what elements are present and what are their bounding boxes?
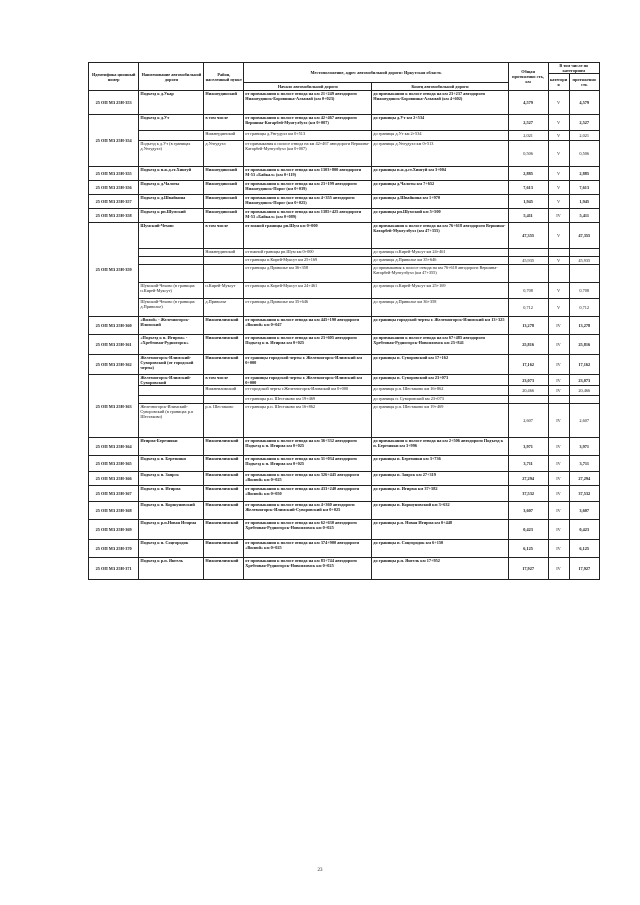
road-start: от примыкания к полосе отвода на км 23+199 автодороги Нижнеудинск-Порог (км 0+039) [244, 181, 372, 195]
road-name: Подъезд к р.п. Янгель [139, 558, 204, 580]
road-category: IV [548, 456, 569, 472]
road-end: до границы рп.Шумский км 5+500 [372, 209, 508, 223]
road-length [508, 396, 548, 404]
road-start: от примыкания к полосе отвода на км 4+355 автодороги Нижнеудинск-Порог (км 0+025) [244, 195, 372, 209]
road-category-length: 37,532 [569, 486, 600, 502]
table-row [89, 472, 600, 486]
road-id: 25 ОП МЗ 25Н-363 [89, 375, 139, 438]
road-length: 13,278 [508, 317, 548, 335]
road-length: 47,355 [508, 223, 548, 249]
road-length: 3,971 [508, 438, 548, 456]
road-name: Шумский-Чеховс [139, 223, 204, 249]
road-name: Железногорск-Илимский-Суворовский (в границах р.п Шестаково) [139, 404, 204, 438]
road-start: от примыкания к полосе отвода на км 42+467 автодороги Вершина-Катарбей-Мунгулбухэ (км 0+007) [244, 141, 372, 167]
road-id: 25 ОП МЗ 25Н-357 [89, 195, 139, 209]
header-category: категори я [548, 74, 569, 91]
road-id: 25 ОП МЗ 25Н-365 [89, 456, 139, 472]
road-district: Нижнеилимский [204, 540, 244, 558]
road-district: Нижнеудинский [204, 249, 244, 257]
road-category-length: 3,971 [569, 438, 600, 456]
road-category-length: 0,708 [569, 283, 600, 299]
table-row [89, 257, 600, 265]
road-length: 17,162 [508, 355, 548, 375]
road-length: 2,607 [508, 404, 548, 438]
road-category: V [548, 141, 569, 167]
road-category: IV [548, 209, 569, 223]
road-category-length: 3,711 [569, 456, 600, 472]
road-length: 17,927 [508, 558, 548, 580]
road-start: от примыкания к полосе отвода на км 4+360 автодороги Железногорск-Илимский-Суворовский км 0+025 [244, 502, 372, 520]
road-category: IV [548, 317, 569, 335]
road-end: до границы п.Кирей-Муксут км 25+169 [372, 283, 508, 299]
road-name: Подъезд к д.Укар [139, 91, 204, 115]
road-length: 0,708 [508, 283, 548, 299]
road-category: IV [548, 375, 569, 386]
road-start: от границы п.Кирей-Муксут км 24+461 [244, 283, 372, 299]
road-end: до границы д.Приволье км 36+358 [372, 299, 508, 317]
table-row [89, 141, 600, 167]
road-category: V [548, 91, 569, 115]
road-start: от южной границы рп.Шум км 0+000 [244, 249, 372, 257]
road-name [139, 131, 204, 141]
road-category-length: 1,945 [569, 195, 600, 209]
table-row [89, 438, 600, 456]
road-category: IV [548, 558, 569, 580]
table-row [89, 486, 600, 502]
road-end: до границы п. Березняки км 3+736 [372, 456, 508, 472]
road-category: V [548, 257, 569, 265]
road-district: Нижнеудинский [204, 181, 244, 195]
road-name: Подъезд к п. Игирма [139, 486, 204, 502]
road-category: IV [548, 438, 569, 456]
road-id: 25 ОП МЗ 25Н-370 [89, 540, 139, 558]
road-category: V [548, 299, 569, 317]
road-start: от примыкания к полосе отвода на км 1303+800 автодороги М-53 «Байкал» (км 0+119) [244, 167, 372, 181]
header-location: Местоположение, адрес автомобильной дороги: Иркутская область [244, 63, 508, 83]
road-category-length: 3,607 [569, 502, 600, 520]
road-id: 25 ОП МЗ 25Н-359 [89, 223, 139, 317]
page-number: 23 [317, 868, 323, 873]
road-end: до границы д.Приволье км 35+646 [372, 257, 508, 265]
road-district: в том числе [204, 223, 244, 249]
road-district: Нижнеилимский [204, 438, 244, 456]
table-row [89, 335, 600, 355]
road-length: 0,506 [508, 141, 548, 167]
road-name: Подъезд к п. Коршуновский [139, 502, 204, 520]
road-id: 25 ОП МЗ 25Н-366 [89, 472, 139, 486]
road-category: IV [548, 486, 569, 502]
road-name: Подъезд к д.Ут (в границах д.Унгудухэ) [139, 141, 204, 167]
road-district: в том числе [204, 375, 244, 386]
road-category [548, 249, 569, 257]
road-start: от границы городской черты г. Железногорск-Илимский км 0+000 [244, 355, 372, 375]
road-start: от примыкания к полосе отвода на км 42+467 автодороги Вершина-Катарбей-Мунгулбухэ (км 0+007) [244, 115, 372, 131]
road-id: 25 ОП МЗ 25Н-354 [89, 115, 139, 167]
road-category: V [548, 115, 569, 131]
road-end: до границы п. Суворовский км 23+073 [372, 375, 508, 386]
header-incl: В том числе по категориям [548, 63, 599, 74]
road-start: от примыкания к полосе отвода на км 62+630 автодороги Хребтовая-Рудногорск-Новоилимск км 0+025 [244, 520, 372, 540]
road-name: Шумский-Чехово (в границах д.Приволье) [139, 299, 204, 317]
road-id: 25 ОП МЗ 25Н-356 [89, 181, 139, 195]
road-district [204, 396, 244, 404]
road-start: от границы д.Унгудухэ км 0+513 [244, 131, 372, 141]
table-row [89, 91, 600, 115]
road-category: IV [548, 540, 569, 558]
road-district: Нижнеилимский [204, 520, 244, 540]
table-row [89, 249, 600, 257]
road-category-length: 17,162 [569, 355, 600, 375]
road-category: V [548, 223, 569, 249]
road-start: от примыкания к полосе отвода на км 433+240 автодороги «Вилюй» км 0+050 [244, 486, 372, 502]
table-row [89, 223, 600, 249]
road-name: «Подъезд к п. Игирма» - «Хребтовая-Рудногорск» [139, 335, 204, 355]
road-category: IV [548, 355, 569, 375]
road-end: до границы д.Ут км 2+534 [372, 115, 508, 131]
road-length: 4,579 [508, 91, 548, 115]
road-district: Нижнеилимский [204, 335, 244, 355]
road-end: до границы р.п. Янгель км 17+952 [372, 558, 508, 580]
road-district: Нижнеудинский [204, 167, 244, 181]
road-name: Подъезд к д.Ут [139, 115, 204, 131]
road-category-length: 2,607 [569, 404, 600, 438]
road-category: IV [548, 520, 569, 540]
road-start: от примыкания к полосе отвода на км 1385+425 автодороги М-53 «Байкал» (км 0+089) [244, 209, 372, 223]
header-name: Наименование автомобильной дороги [139, 63, 204, 91]
road-category-length: 7,613 [569, 181, 600, 195]
road-id: 25 ОП МЗ 25Н-358 [89, 209, 139, 223]
road-category-length: 27,294 [569, 472, 600, 486]
road-end: до границы п. Суворовский км 23+073 [372, 396, 508, 404]
road-length [508, 249, 548, 257]
road-name: Железногорск-Илимский-Суворовский [139, 375, 204, 386]
table-row [89, 317, 600, 335]
road-name: Подъезд к п. Березняки [139, 456, 204, 472]
road-id: 25 ОП МЗ 25Н-360 [89, 317, 139, 335]
road-end: до границы городской черты г. Железногорск-Илимский км 13+325 [372, 317, 508, 335]
road-start: от примыкания к полосе отвода на км 21+249 автодороги Нижнеудинск-Боровинка-Алзамай (км 0+023) [244, 91, 372, 115]
table-row [89, 265, 600, 283]
road-district: Нижнеилимский [204, 558, 244, 580]
road-end: до границы р.п. Новая Игирма км 0+448 [372, 520, 508, 540]
road-id: 25 ОП МЗ 25Н-355 [89, 167, 139, 181]
table-row [89, 396, 600, 404]
road-name [139, 396, 204, 404]
header-id: Идентифика ционный номер [89, 63, 139, 91]
road-category-length: 17,927 [569, 558, 600, 580]
road-district: Нижнеудинский [204, 91, 244, 115]
road-length: 5,411 [508, 209, 548, 223]
road-start: от примыкания к полосе отвода на км 83+744 автодороги Хребтовая-Рудногорск-Новоилимск км 0+025 [244, 558, 372, 580]
road-id: 25 ОП МЗ 25Н-353 [89, 91, 139, 115]
road-district: в том числе [204, 115, 244, 131]
road-category: IV [548, 472, 569, 486]
road-start: от примыкания к полосе отвода на км 36+332 автодороги Подъезд к п. Игирма км 0+025 [244, 438, 372, 456]
road-length: 2,021 [508, 131, 548, 141]
road-category-length: 25,816 [569, 335, 600, 355]
header-end: Конец автомобильной дороги [372, 83, 508, 91]
road-end: до границы п. Коршуновский км 3+632 [372, 502, 508, 520]
road-start: от границы д.Приволье км 36+358 [244, 265, 372, 283]
table-row [89, 299, 600, 317]
road-name: Подъезд к д.Швайкина [139, 195, 204, 209]
road-end: до примыкания к полосе отвода на км 76+618 автодороги Вершина-Катарбей-Мунгулбухэ (км 47+355) [372, 223, 508, 249]
road-end: до границы п.Кирей-Муксут км 24+461 [372, 249, 508, 257]
table-row [89, 209, 600, 223]
road-end: до границы п. Игирма км 37+582 [372, 486, 508, 502]
header-district: Район, населенный пункт [204, 63, 244, 91]
road-name [139, 265, 204, 283]
road-category-length: 13,278 [569, 317, 600, 335]
table-row [89, 404, 600, 438]
road-id: 25 ОП МЗ 25Н-368 [89, 502, 139, 520]
road-id: 25 ОП МЗ 25Н-371 [89, 558, 139, 580]
road-end: до границы п. Соцгородок км 6+150 [372, 540, 508, 558]
road-category [548, 396, 569, 404]
road-length: 2,885 [508, 167, 548, 181]
road-register-table [88, 62, 600, 580]
road-start: от примыкания к полосе отвода на км 23+605 автодороги Подъезд к п. Игирма км 0+025 [244, 335, 372, 355]
table-row [89, 558, 600, 580]
road-start: от примыкания к полосе отвода на км 374+900 автодороги «Вилюй» км 0+025 [244, 540, 372, 558]
register-body [89, 91, 600, 580]
road-end: до границы п.ж.д.ст.Хингуй км 3+004 [372, 167, 508, 181]
road-name: Подъезд к д.Чалоты [139, 181, 204, 195]
road-district: Нижнеудинский [204, 131, 244, 141]
road-category: IV [548, 386, 569, 396]
road-length: 3,711 [508, 456, 548, 472]
road-name: Шумский-Чехово (в границах п.Кирей-Муксут) [139, 283, 204, 299]
road-district: Нижнеилимский [204, 456, 244, 472]
road-district [204, 257, 244, 265]
table-row [89, 181, 600, 195]
road-start: от городской черты г.Железногорск-Илимский км 0+000 [244, 386, 372, 396]
road-length: 25,816 [508, 335, 548, 355]
road-category-length: 0,423 [569, 520, 600, 540]
road-district: д.Приволье [204, 299, 244, 317]
road-category: V [548, 181, 569, 195]
road-length: 6,125 [508, 540, 548, 558]
road-end: до границы р.п. Шестаково км 19+469 [372, 404, 508, 438]
road-category-length: 45,935 [569, 257, 600, 265]
road-start: от примыкания к полосе отвода на км 31+034 автодороги Подъезд к п. Игирма км 0+025 [244, 456, 372, 472]
road-end: до примыкания к полосе отвода на км 2+506 автодороги Подъезд к п. Березняки км 3+996 [372, 438, 508, 456]
road-district: Нижнеудинский [204, 195, 244, 209]
road-category-length: 2,021 [569, 131, 600, 141]
road-start: от примыкания к полосе отвода на км 445+190 автодороги «Вилюй» км 0+047 [244, 317, 372, 335]
road-category: IV [548, 404, 569, 438]
header-start: Начало автомобильной дороги [244, 83, 372, 91]
table-row [89, 115, 600, 131]
road-start: от границы д.Приволье км 35+646 [244, 299, 372, 317]
road-category-length: 6,125 [569, 540, 600, 558]
table-row [89, 386, 600, 396]
table-row [89, 167, 600, 181]
road-category-length: 5,411 [569, 209, 600, 223]
road-district: Нижнеилимский [204, 386, 244, 396]
road-end: до границы п. Заярск км 27+319 [372, 472, 508, 486]
table-row [89, 520, 600, 540]
table-row [89, 456, 600, 472]
road-category-length [569, 265, 600, 283]
road-category-length [569, 249, 600, 257]
table-row [89, 283, 600, 299]
road-category-length [569, 396, 600, 404]
road-length: 2,527 [508, 115, 548, 131]
road-end: до примыкания к полосе отвода на км 67+485 автодороги Хребтовая-Рудногорск-Новоилимск км 25+841 [372, 335, 508, 355]
road-end: до примыкания к полосе отвода на км 76+618 автодороги Вершина-Катарбей-Мунгулбухэ (км 47+355) [372, 265, 508, 283]
road-length: 45,935 [508, 257, 548, 265]
road-end: до примыкания к полосе отвода на км 23+237 автодороги Нижнеудинск-Боровинка-Алзамай (км 4+602) [372, 91, 508, 115]
road-category-length: 20,466 [569, 386, 600, 396]
road-category: V [548, 131, 569, 141]
road-category-length: 0,712 [569, 299, 600, 317]
road-id: 25 ОП МЗ 25Н-367 [89, 486, 139, 502]
road-start: от границы п.Кирей-Муксут км 25+169 [244, 257, 372, 265]
road-end: до границы д.Швайкина км 1+970 [372, 195, 508, 209]
road-start: от южной границы рп.Шум км 0+000 [244, 223, 372, 249]
road-length: 1,945 [508, 195, 548, 209]
road-district: п.Кирей-Муксут [204, 283, 244, 299]
road-length: 23,073 [508, 375, 548, 386]
header-category-length: протяженно сть [569, 74, 600, 91]
road-category: V [548, 167, 569, 181]
road-end: до границы р.п. Шестаково км 16+862 [372, 386, 508, 396]
road-name: «Вилой» - Железногорск-Илимский [139, 317, 204, 335]
road-start: от примыкания к полосе отвода на км 326+445 автодороги «Вилюй» км 0+025 [244, 472, 372, 486]
table-row [89, 131, 600, 141]
road-district: Нижнеилимский [204, 317, 244, 335]
road-name: Подъезд к р.п.Новая Игирма [139, 520, 204, 540]
road-length: 0,423 [508, 520, 548, 540]
road-name: Железногорск-Илимский-Суворовский (от городской черты) [139, 355, 204, 375]
road-length: 27,294 [508, 472, 548, 486]
road-name: Подъезд к п. Заярск [139, 472, 204, 486]
road-end: до границы д.Ут км 2+534 [372, 131, 508, 141]
road-name [139, 386, 204, 396]
road-length [508, 265, 548, 283]
road-length: 7,613 [508, 181, 548, 195]
road-name [139, 249, 204, 257]
road-category: IV [548, 335, 569, 355]
road-name [139, 257, 204, 265]
road-start: от границы р.п. Шестаково км 19+469 [244, 396, 372, 404]
road-length: 20,466 [508, 386, 548, 396]
road-district: Нижнеилимский [204, 502, 244, 520]
road-name: Подъезд к п.ж.д.ст.Хингуй [139, 167, 204, 181]
table-row [89, 195, 600, 209]
road-district: р.п. Шестаково [204, 404, 244, 438]
header-length: Общая протяженно сть, км [508, 63, 548, 91]
road-name: Подъезд к рп.Шумский [139, 209, 204, 223]
road-category: IV [548, 502, 569, 520]
road-id: 25 ОП МЗ 25Н-361 [89, 335, 139, 355]
road-category-length: 47,355 [569, 223, 600, 249]
road-length: 0,712 [508, 299, 548, 317]
road-category-length: 4,579 [569, 91, 600, 115]
road-end: до границы п. Суворовский км 17+162 [372, 355, 508, 375]
road-name: Подъезд к п. Соцгородок [139, 540, 204, 558]
road-length: 3,607 [508, 502, 548, 520]
road-category-length: 2,885 [569, 167, 600, 181]
road-category: V [548, 283, 569, 299]
road-id: 25 ОП МЗ 25Н-369 [89, 520, 139, 540]
road-district: д.Унгудухэ [204, 141, 244, 167]
road-category-length: 23,073 [569, 375, 600, 386]
road-category-length: 0,506 [569, 141, 600, 167]
table-row [89, 355, 600, 375]
road-category [548, 265, 569, 283]
road-start: от границы городской черты г. Железногорск-Илимский км 0+000 [244, 375, 372, 386]
table-row [89, 540, 600, 558]
road-district: Нижнеилимский [204, 486, 244, 502]
road-length: 37,532 [508, 486, 548, 502]
road-end: до границы д.Чалоты км 7+652 [372, 181, 508, 195]
road-district: Нижнеилимский [204, 472, 244, 486]
road-category: V [548, 195, 569, 209]
road-end: до границы д.Унгудухэ км 0+513 [372, 141, 508, 167]
road-district [204, 265, 244, 283]
road-category-length: 2,527 [569, 115, 600, 131]
road-id: 25 ОП МЗ 25Н-362 [89, 355, 139, 375]
table-row [89, 375, 600, 386]
road-name: Игирма-Березняки [139, 438, 204, 456]
road-start: от границы р.п. Шестаково км 16+862 [244, 404, 372, 438]
table-row [89, 502, 600, 520]
road-district: Нижнеилимский [204, 355, 244, 375]
road-district: Нижнеудинский [204, 209, 244, 223]
road-id: 25 ОП МЗ 25Н-364 [89, 438, 139, 456]
